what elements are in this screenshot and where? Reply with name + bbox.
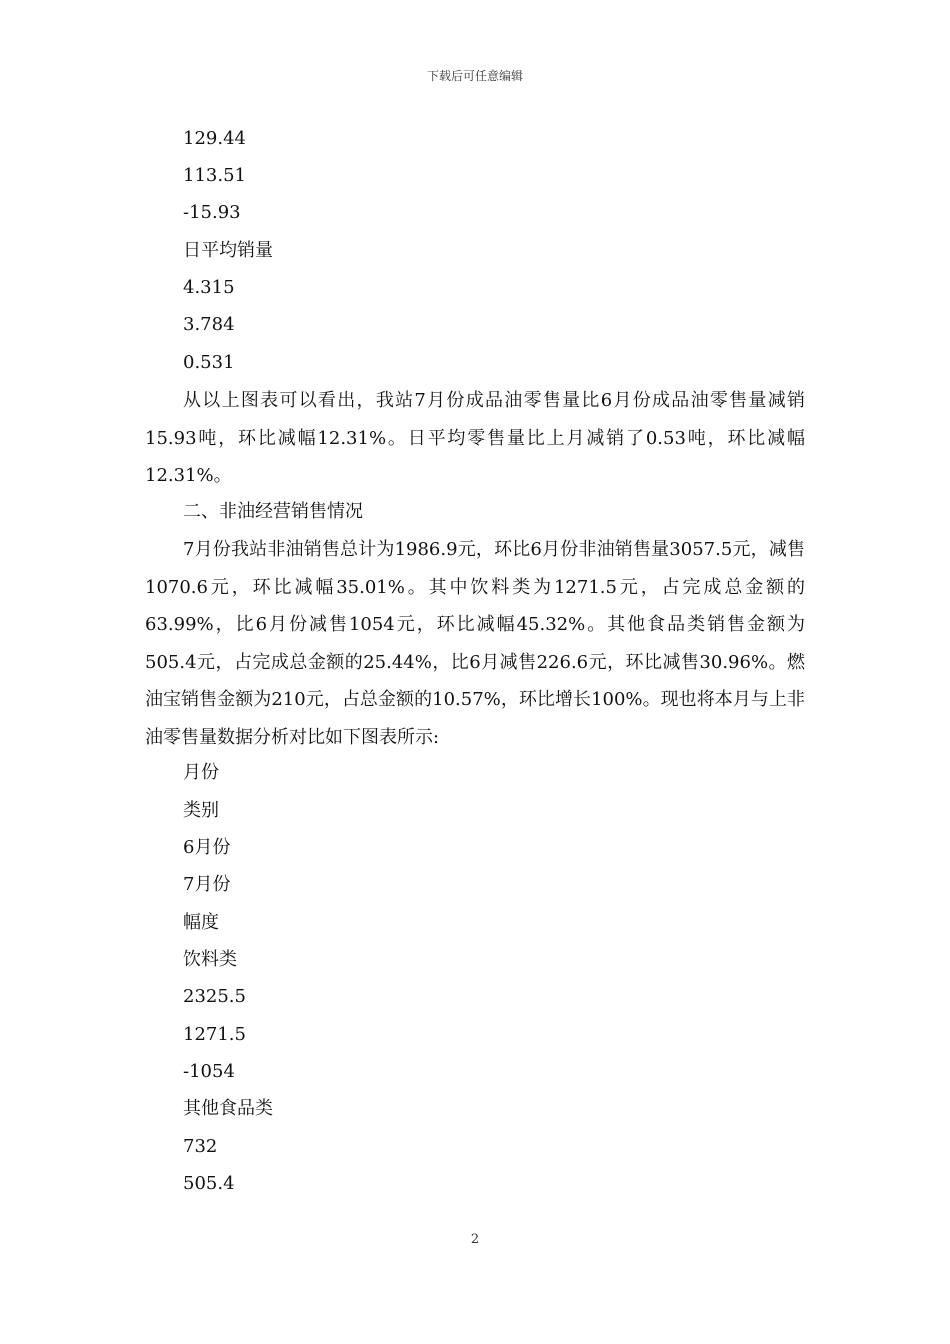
text-line: 4.315 [183,277,235,298]
non-oil-paragraph: 7月份我站非油销售总计为1986.9元，环比6月份非油销售量3057.5元，减售1070.6元，环比减幅35.01%。其中饮料类为1271.5元，占完成总金额的63.99%，比6月份减售1054元，环比减幅45.32%。其他食品类销售金额为505.4元，占完成总金额的25.44%，比6月减售226.6元，环比减售30.96%。燃油宝销售金额为210元，占总金额的10.57%，环比增长100%。现也将本月与上非油零售量数据分析对比如下图表所示: [145,539,805,748]
text-line: -15.93 [183,202,241,223]
text-line: 113.51 [183,165,246,186]
section-title: 二、非油经营销售情况 [183,501,363,522]
text-line: 月份 [183,762,219,783]
text-line: 1271.5 [183,1024,246,1045]
page-header: 下载后可任意编辑 [426,69,523,83]
text-line: 6月份 [183,837,231,858]
text-line: 732 [183,1136,218,1157]
text-line: 幅度 [183,912,219,933]
page-number: 2 [470,1232,480,1247]
text-line: -1054 [183,1061,235,1082]
text-line: 日平均销量 [183,240,273,261]
text-line: 505.4 [183,1173,235,1194]
analysis-paragraph: 从以上图表可以看出，我站7月份成品油零售量比6月份成品油零售量减销15.93吨，环比减幅12.31%。日平均零售量比上月减销了0.53吨，环比减幅12.31%。 [145,390,805,486]
text-line: 129.44 [183,128,246,149]
text-line: 饮料类 [183,949,237,970]
text-line: 2325.5 [183,986,246,1007]
text-line: 0.531 [183,352,235,373]
text-line: 7月份 [183,874,231,895]
text-line: 3.784 [183,314,235,335]
text-line: 其他食品类 [183,1098,273,1119]
text-line: 类别 [183,800,219,821]
